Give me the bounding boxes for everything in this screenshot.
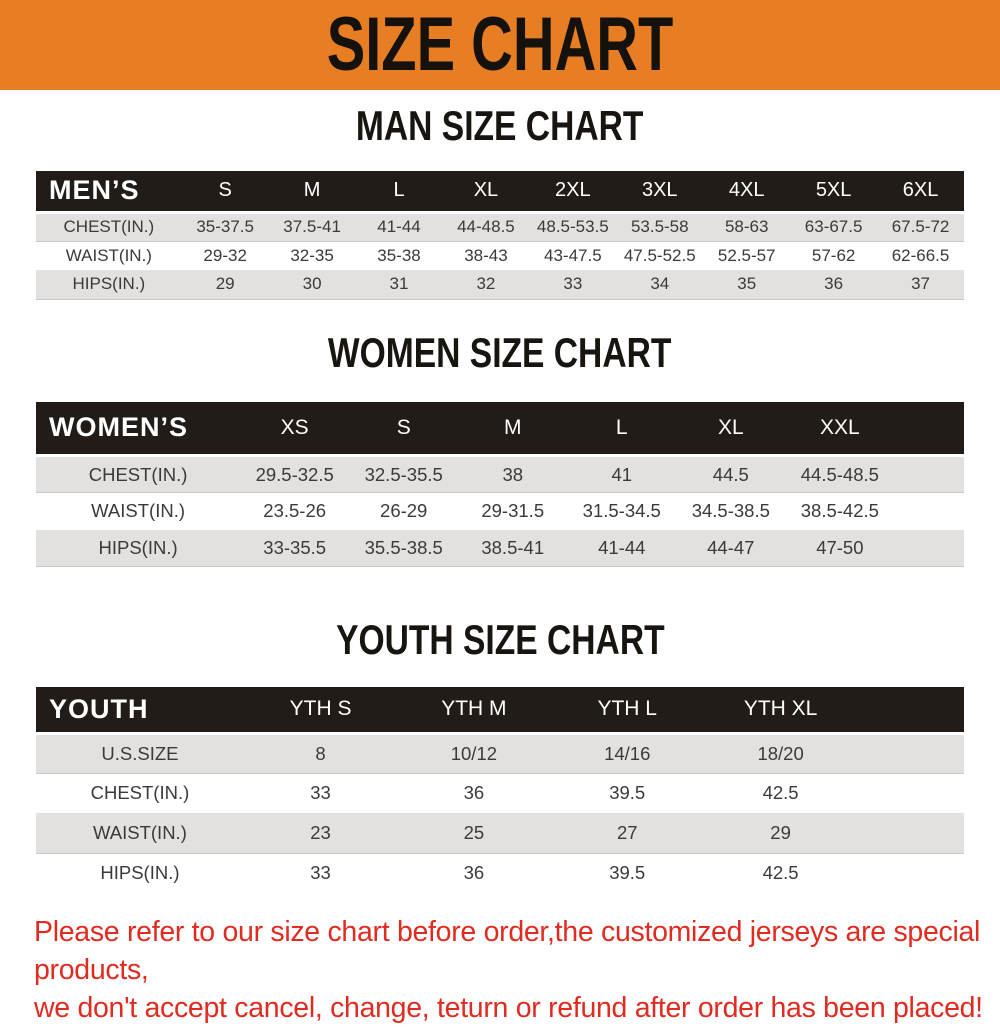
size-value-cell: 43-47.5	[544, 245, 602, 265]
size-column-header: 3XL	[616, 171, 703, 212]
men-size-table	[36, 171, 964, 300]
size-value-cell: 53.5-58	[616, 212, 703, 241]
size-value-cell: 35	[703, 270, 790, 299]
size-value-cell: 36	[463, 782, 485, 804]
size-value-cell: 47-50	[785, 530, 894, 567]
size-value-cell: 38-43	[464, 245, 508, 265]
size-value-cell: 29	[704, 813, 857, 853]
size-value-cell: 37	[877, 270, 964, 299]
table-group-label: WOMEN’S	[36, 402, 240, 456]
size-value-cell: 57-62	[811, 245, 856, 265]
measurement-row	[36, 733, 964, 773]
size-column-header: S	[182, 171, 269, 212]
size-value-cell: 39.5	[609, 782, 646, 804]
youth-section-heading	[0, 617, 1000, 663]
size-value-cell: 44-48.5	[442, 212, 529, 241]
size-value-cell: 41-44	[356, 212, 443, 241]
size-table-header-row	[36, 171, 964, 212]
youth-size-table-wrap	[36, 687, 964, 893]
size-value-cell: 30	[269, 270, 356, 299]
size-value-cell: 31	[356, 270, 443, 299]
row-spacer	[857, 733, 964, 773]
size-value-cell: 29-31.5	[481, 500, 545, 522]
measurement-label: WAIST(IN.)	[36, 813, 244, 853]
men-section-heading	[0, 103, 1000, 149]
row-spacer	[894, 456, 964, 493]
size-value-cell: 8	[244, 733, 397, 773]
size-column-header: XL	[676, 402, 785, 456]
measurement-label: WAIST(IN.)	[65, 245, 152, 265]
measurement-row	[36, 530, 964, 567]
size-value-cell: 37.5-41	[269, 212, 356, 241]
men-size-table-wrap	[36, 171, 964, 300]
size-column-header: S	[349, 402, 458, 456]
size-value-cell: 38.5-41	[458, 530, 567, 567]
size-value-cell: 62-66.5	[891, 245, 950, 265]
size-value-cell: 25	[397, 813, 550, 853]
size-value-cell: 29-32	[203, 245, 247, 265]
size-value-cell: 34.5-38.5	[691, 500, 770, 522]
banner	[0, 0, 1000, 90]
size-column-header: YTH L	[551, 687, 704, 733]
size-value-cell: 41	[567, 456, 676, 493]
size-column-header: YTH M	[397, 687, 550, 733]
measurement-label: CHEST(IN.)	[90, 782, 190, 804]
women-section-heading	[0, 330, 1000, 376]
measurement-label: HIPS(IN.)	[100, 862, 180, 884]
size-value-cell: 32.5-35.5	[349, 456, 458, 493]
size-value-cell: 36	[463, 862, 485, 884]
row-spacer	[857, 853, 964, 893]
size-value-cell: 33	[310, 862, 331, 884]
size-value-cell: 32	[442, 270, 529, 299]
size-column-header: 4XL	[703, 171, 790, 212]
size-column-header: 2XL	[529, 171, 616, 212]
women-size-table	[36, 402, 964, 568]
women-size-section	[0, 330, 1000, 568]
size-value-cell: 23	[244, 813, 397, 853]
table-group-label: YOUTH	[36, 687, 244, 733]
size-column-header: XS	[240, 402, 349, 456]
measurement-label: CHEST(IN.)	[36, 456, 240, 493]
size-value-cell: 47.5-52.5	[623, 245, 696, 265]
size-value-cell: 29	[182, 270, 269, 299]
size-column-header: XL	[442, 171, 529, 212]
size-value-cell: 39.5	[609, 862, 646, 884]
youth-size-table	[36, 687, 964, 893]
size-value-cell: 35.5-38.5	[349, 530, 458, 567]
size-value-cell: 58-63	[703, 212, 790, 241]
size-value-cell: 42.5	[762, 782, 799, 804]
size-column-header: L	[567, 402, 676, 456]
measurement-row	[36, 493, 964, 530]
size-column-header: YTH S	[244, 687, 397, 733]
size-value-cell: 14/16	[551, 733, 704, 773]
men-size-section	[0, 103, 1000, 300]
youth-section-heading-text: YOUTH SIZE CHART	[335, 616, 665, 663]
size-value-cell: 10/12	[397, 733, 550, 773]
size-value-cell: 23.5-26	[263, 500, 327, 522]
disclaimer	[34, 913, 990, 1027]
measurement-row	[36, 813, 964, 853]
measurement-label: U.S.SIZE	[36, 733, 244, 773]
size-column-header: M	[269, 171, 356, 212]
measurement-row	[36, 456, 964, 493]
size-value-cell: 44.5	[676, 456, 785, 493]
size-value-cell: 35-37.5	[182, 212, 269, 241]
size-value-cell: 44-47	[676, 530, 785, 567]
size-value-cell: 29.5-32.5	[240, 456, 349, 493]
size-column-header: 5XL	[790, 171, 877, 212]
men-section-heading-text: MAN SIZE CHART	[356, 102, 644, 149]
size-column-header: XXL	[785, 402, 894, 456]
size-value-cell: 42.5	[762, 862, 799, 884]
measurement-label: HIPS(IN.)	[36, 530, 240, 567]
measurement-label: HIPS(IN.)	[36, 270, 182, 299]
size-column-header: L	[356, 171, 443, 212]
size-value-cell: 33	[310, 782, 331, 804]
measurement-row	[36, 212, 964, 241]
disclaimer-line-2: we don't accept cancel, change, teturn or refund after order has been placed!	[34, 992, 983, 1024]
size-value-cell: 18/20	[704, 733, 857, 773]
size-value-cell: 52.5-57	[717, 245, 776, 265]
measurement-row	[36, 853, 964, 893]
size-value-cell: 26-29	[380, 500, 428, 522]
size-value-cell: 32-35	[290, 245, 334, 265]
row-spacer	[857, 773, 964, 813]
size-value-cell: 36	[790, 270, 877, 299]
size-value-cell: 33	[529, 270, 616, 299]
size-value-cell: 34	[616, 270, 703, 299]
header-spacer	[894, 402, 964, 456]
measurement-label: WAIST(IN.)	[91, 500, 185, 522]
measurement-row	[36, 270, 964, 299]
size-column-header: YTH XL	[704, 687, 857, 733]
size-value-cell: 38	[458, 456, 567, 493]
size-value-cell: 31.5-34.5	[582, 500, 661, 522]
size-value-cell: 33-35.5	[240, 530, 349, 567]
size-value-cell: 67.5-72	[877, 212, 964, 241]
size-value-cell: 41-44	[567, 530, 676, 567]
header-spacer	[857, 687, 964, 733]
women-size-table-wrap	[36, 402, 964, 568]
row-spacer	[894, 530, 964, 567]
measurement-row	[36, 241, 964, 270]
women-section-heading-text: WOMEN SIZE CHART	[328, 328, 672, 376]
size-value-cell: 44.5-48.5	[785, 456, 894, 493]
size-column-header: 6XL	[877, 171, 964, 212]
size-value-cell: 38.5-42.5	[800, 500, 879, 522]
table-group-label: MEN’S	[36, 171, 182, 212]
page-title: SIZE CHART	[326, 2, 674, 87]
size-column-header: M	[458, 402, 567, 456]
size-value-cell: 48.5-53.5	[529, 212, 616, 241]
size-value-cell: 35-38	[377, 245, 421, 265]
size-value-cell: 63-67.5	[790, 212, 877, 241]
measurement-row	[36, 773, 964, 813]
size-value-cell: 27	[551, 813, 704, 853]
disclaimer-line-1: Please refer to our size chart before order,the customized jerseys are special products,	[34, 916, 981, 986]
measurement-label: CHEST(IN.)	[36, 212, 182, 241]
size-table-header-row	[36, 402, 964, 456]
youth-size-section	[0, 617, 1000, 893]
size-table-header-row	[36, 687, 964, 733]
row-spacer	[894, 493, 964, 530]
row-spacer	[857, 813, 964, 853]
